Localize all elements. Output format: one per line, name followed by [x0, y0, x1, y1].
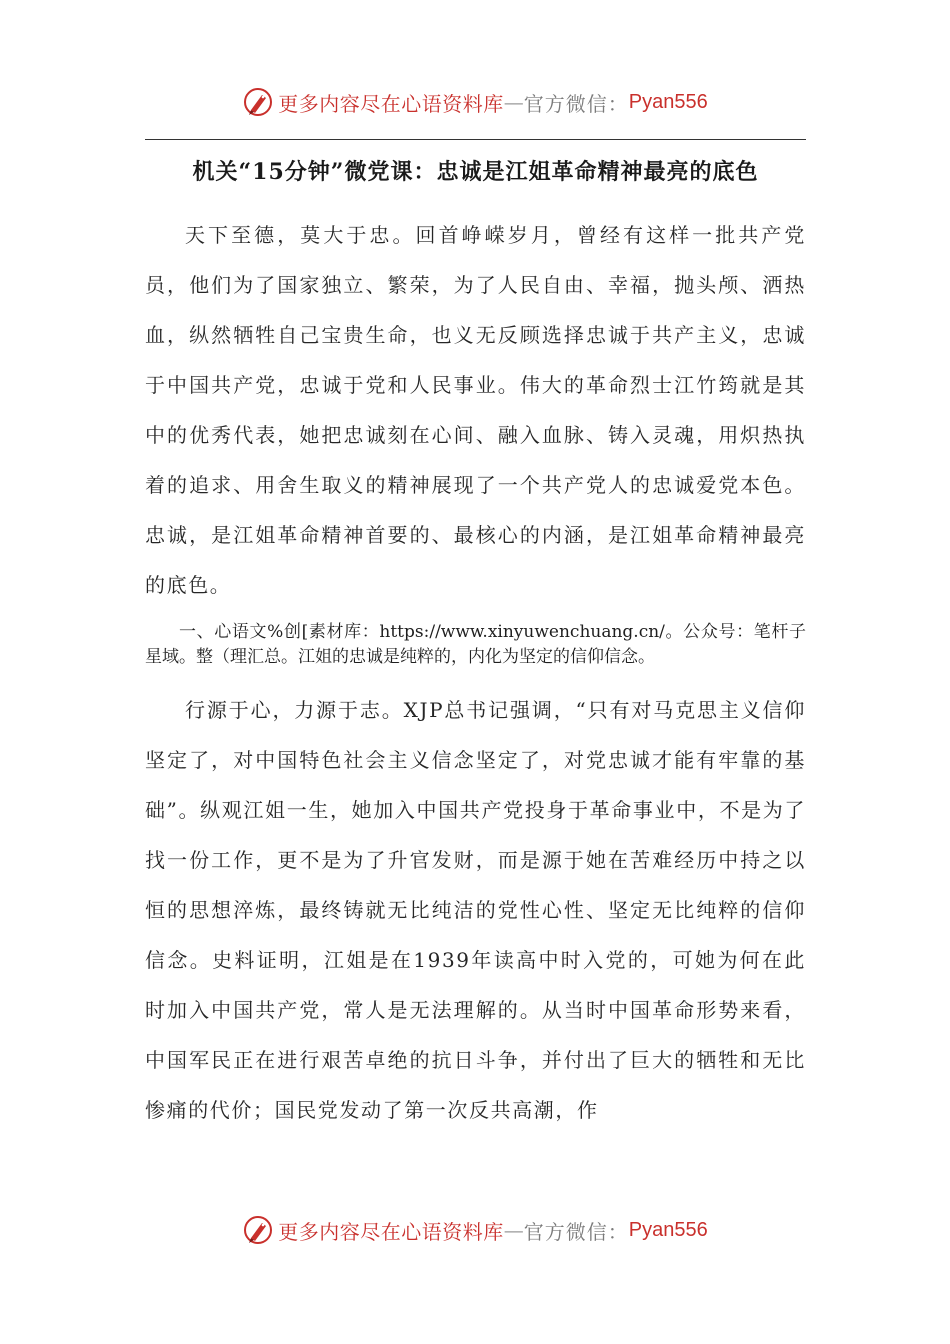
- pen-nib-logo-icon: [242, 1214, 274, 1246]
- section-heading: 一、心语文%创[素材库：https://www.xinyuwenchuang.cn/。公众号：笔杆子星域。整（理汇总。江姐的忠诚是纯粹的，内化为坚定的信仰信念。: [145, 622, 806, 667]
- banner-main-text: 更多内容尽在心语资料库: [278, 1219, 504, 1244]
- banner-separator: —: [503, 90, 524, 114]
- document-title: 机关“15分钟”微党课：忠诚是江姐革命精神最亮的底色: [192, 159, 759, 185]
- header-divider: [145, 139, 806, 140]
- banner-main-text: 更多内容尽在心语资料库: [278, 91, 504, 116]
- banner-wechat-id: Pyan556: [628, 1218, 708, 1241]
- banner-wechat-label: 官方微信：: [523, 1219, 629, 1244]
- banner-wechat-label: 官方微信：: [523, 91, 629, 116]
- paragraph-2: 行源于心，力源于志。XJP总书记强调，“只有对马克思主义信仰坚定了，对中国特色社会主义信念坚定了，对党忠诚才能有牢靠的基础”。纵观江姐一生，她加入中国共产党投身于革命事业中，不是为了找一份工作，更不是为了升官发财，而是源于她在苦难经历中持之以恒的思想淬炼，最终铸就无比纯洁的党性心性、坚定无比纯粹的信仰信念。史料证明，江姐是在1939年读高中时入党的，可她为何在此时加入中国共产党，常人是无法理解的。从当时中国革命形势来看，中国军民正在进行艰苦卓绝的抗日斗争，并付出了巨大的牺牲和无比惨痛的代价；国民党发动了第一次反共高潮，作: [145, 698, 806, 1122]
- banner-wechat-id: Pyan556: [628, 90, 708, 113]
- footer-banner: [0, 1208, 950, 1252]
- banner-separator: —: [503, 1218, 524, 1242]
- header-banner: [0, 80, 950, 124]
- paragraph-1: 天下至德，莫大于忠。回首峥嵘岁月，曾经有这样一批共产党员，他们为了国家独立、繁荣，为了人民自由、幸福，抛头颅、洒热血，纵然牺牲自己宝贵生命，也义无反顾选择忠诚于共产主义，忠诚于中国共产党，忠诚于党和人民事业。伟大的革命烈士江竹筠就是其中的优秀代表，她把忠诚刻在心间、融入血脉、铸入灵魂，用炽热执着的追求、用舍生取义的精神展现了一个共产党人的忠诚爱党本色。忠诚，是江姐革命精神首要的、最核心的内涵，是江姐革命精神最亮的底色。: [145, 223, 806, 597]
- pen-nib-logo-icon: [242, 86, 274, 118]
